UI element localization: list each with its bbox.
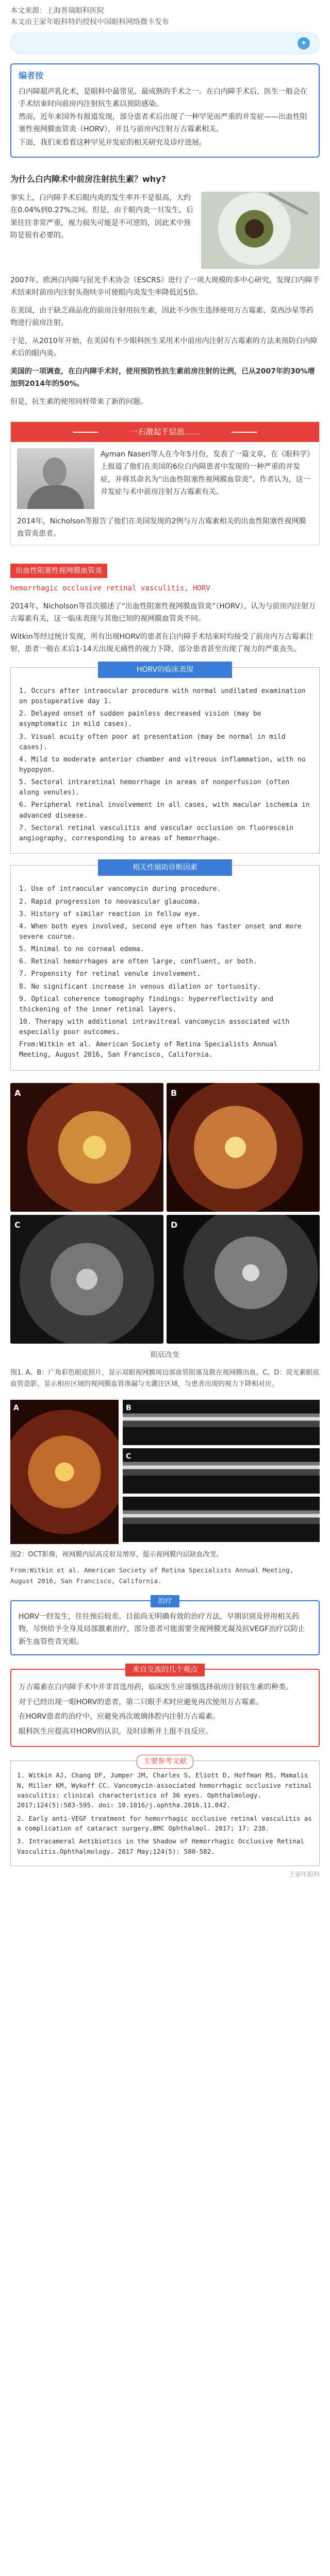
figure-label: A: [13, 1403, 19, 1412]
list-item: 7. Sectoral retinal vasculitis and vascular occlusion on fluorescein angiography, corresponding to areas of hemorrhage.: [19, 824, 294, 842]
list-item: 3. Visual acuity often poor at presentation (may be normal in mild cases).: [19, 733, 286, 751]
quote-card-title: 一石激起千层浪……: [130, 427, 200, 437]
fundus-photo-a: [10, 1083, 163, 1212]
author-portrait: [17, 448, 94, 509]
editor-note-para: 白内障超声乳化术，是眼科中最常见、最成熟的手术之一。在白内障手术后，医生一般会在手术结束时向前房内注射抗生素以预防感染。: [19, 87, 307, 108]
list-item: 10. Therapy with additional intravitreal vancomycin associated with especially poor outcomes.: [19, 1018, 290, 1037]
quote-extra: 2014年，Nicholson等报告了他们在美国发现的2例与万古霉素相关的出血性阻塞性视网膜血管炎患者。: [17, 517, 306, 538]
angiography-photo-c: [10, 1215, 163, 1344]
paragraph: 在美国，由于缺乏商品化的前房注射用抗生素，因此不少医生选择使用万古霉素、莫西沙星等药物进行前房注射。: [10, 306, 314, 328]
list-item: 4. Mild to moderate anterior chamber and vitreous inflammation, with no hypopyon.: [19, 755, 306, 774]
figure-caption: 图1. A、B：广角彩色眼底照片，显示双眼视网膜周边部血管阻塞及散在视网膜出血。C、D：荧光素眼底血管造影，显示相应区域的视网膜血管渗漏与无灌注区域，与患者出现的视力下降相对应。: [10, 1369, 320, 1388]
supporting-factors-list: [11, 880, 319, 1070]
conclusion-para: 眼科医生应提高对HORV的认识，及时诊断并上报不良反应。: [19, 1727, 213, 1736]
list-item: 2. Rapid progression to neovascular glaucoma.: [19, 897, 201, 906]
article-meta: [10, 5, 320, 28]
authorization-note: 本文由王家年眼科特约授权中国眼科网络微卡发布: [10, 18, 169, 27]
figure-title: 眼底改变: [151, 1350, 179, 1359]
reference-item: 2. Early anti-VEGF treatment for hemorrhagic occlusive retinal vasculitis as a complication of cataract surgery.BMC Ophthalmol. 2017; 17: 238.: [17, 1814, 312, 1833]
clinical-features-card: [10, 667, 320, 854]
figure-label: B: [126, 1403, 131, 1412]
oct-scan: [123, 1448, 320, 1494]
references-tag: 主要参考文献: [137, 1755, 193, 1769]
figure-label: A: [14, 1088, 21, 1098]
list-item: 3. History of similar reaction in fellow eye.: [19, 910, 201, 918]
intro-text: 事实上，白内障手术后眼内炎的发生率并不是很高，大约在0.04%到0.27%之间。但是，由于眼内炎一旦发生，后果往往非常严重，视力损失可能是不可逆的，因此术中预防是很有必要的。: [10, 193, 193, 240]
top-banner: [10, 32, 320, 54]
editor-note-para: 然而，近年来国外有报道发现，部分患者术后出现了一种罕见而严重的并发症——出血性阻塞性视网膜血管炎（HORV），并且与前房内注射万古霉素相关。: [19, 113, 307, 134]
oct-scan: [123, 1400, 320, 1445]
list-item: 2. Delayed onset of sudden painless decreased vision (may be asymptomatic in mild cases).: [19, 710, 261, 728]
editor-note-box: [10, 63, 320, 158]
conclusion-tag: 来自交流的几个观点: [125, 1664, 205, 1676]
list-item: 1. Use of intraocular vancomycin during procedure.: [19, 885, 221, 893]
oct-scan: [123, 1497, 320, 1542]
references-list: [17, 1770, 313, 1856]
fundus-photo-b: [167, 1083, 320, 1212]
list-item: 5. Minimal to no corneal edema.: [19, 945, 144, 954]
figure-label: C: [126, 1452, 131, 1461]
list-item: 1. Occurs after intraocular procedure with normal undilated examination on postoperative day 1.: [19, 687, 306, 706]
list-item: 8. No significant increase in venous dilation or tortuosity.: [19, 982, 261, 991]
conclusion-para: 万古霉素在白内障手术中并非首选用药，临床医生应谨慎选择前房注射抗生素的种类。: [19, 1683, 293, 1692]
supporting-factors-title: 相关性辅助诊断因素: [98, 859, 232, 876]
list-source: From:Witkin et al. American Society of Retina Specialists Annual Meeting, August 2016, San Francisco, California.: [19, 1041, 277, 1059]
clinical-features-title: HORV的临床表现: [98, 662, 232, 679]
treatment-tag: 治疗: [151, 1595, 179, 1608]
source-line: 本文来源：上海普瑞眼科医院: [10, 7, 104, 15]
clinical-features-list: [11, 682, 319, 853]
oct-stack: [123, 1400, 320, 1544]
oct-figure: [10, 1400, 320, 1544]
header-bar-left: [73, 432, 98, 433]
figure-caption: 图2：OCT影像，视网膜内层高反射及增厚，提示视网膜内层缺血改变。: [10, 1550, 223, 1558]
section-label: 出血性阻塞性视网膜血管炎: [10, 564, 107, 579]
quote-card-header: [11, 422, 319, 442]
treatment-box: [10, 1597, 320, 1656]
paragraph: Witkin等经过统计发现，所有出现HORV的患者在白内障手术结束时均接受了前房内万古霉素注射，患者一般在术后1-14天出现无痛性的视力下降，部分患者甚至出现了视力的严重丧失。: [10, 632, 314, 654]
references-box: [10, 1757, 320, 1866]
conclusion-para: 在HORV患者的治疗中，应避免再次玻璃体腔内注射万古霉素。: [19, 1713, 220, 1721]
editor-note-title: 编者按: [19, 70, 44, 80]
conclusion-para: 对于已经出现一眼HORV的患者，第二只眼手术时应避免再次使用万古霉素。: [19, 1698, 263, 1706]
conclusion-box: [10, 1666, 320, 1747]
list-item: 4. When both eyes involved, second eye often has faster onset and more severe course.: [19, 922, 302, 941]
fundus-photo: [10, 1400, 119, 1544]
figure-label: B: [171, 1088, 177, 1098]
list-item: 6. Peripheral retinal involvement in all cases, with macular ischemia in advanced disease.: [19, 801, 310, 820]
treatment-text: HORV一经发生，往往预后较差。目前尚无明确有效的治疗方法，早期识别及停用相关药物，尽快给予全身及局部激素治疗，部分患者可能需要全视网膜光凝及抗VEGF治疗以防止新生血管性青光眼。: [19, 1612, 305, 1646]
figure-label: D: [171, 1219, 178, 1230]
fundus-figure-grid: [10, 1083, 320, 1344]
quote-card-body: [11, 442, 319, 515]
list-item: 5. Sectoral intraretinal hemorrhage in areas of nonperfusion (often along venules).: [19, 778, 290, 797]
figure-source: From:Witkin et al. American Society of Retina Specialists Annual Meeting, August 2016, San Francisco, California.: [10, 1566, 294, 1585]
paragraph: 2007年，欧洲白内障与屈光手术协会（ESCRS）进行了一项大规模的多中心研究，发现白内障手术结束时前房内注射头孢呋辛可使眼内炎发生率降低近5倍。: [10, 276, 320, 297]
figure-label: C: [14, 1219, 21, 1230]
stat-paragraph: 美国的一项调查，在白内障手术时，使用预防性抗生素前房注射的比例，已从2007年的30%增加到2014年的50%。: [10, 367, 315, 388]
closing-paragraph: 但是，抗生素的使用同样带来了新的问题。: [10, 397, 147, 406]
list-item: 6. Retinal hemorrhages are often large, confluent, or both.: [19, 958, 257, 966]
list-item: 7. Propensity for retinal venule involvement.: [19, 970, 201, 978]
eye-injection-image: [201, 192, 320, 269]
angiography-photo-d: [167, 1215, 320, 1344]
quote-text: Ayman Naseri等人在今年5月份，发表了一篇文章，在《眼科学》上报道了他们在美国的6位白内障患者中发现的一种严重的并发症，并将其命名为“出血性阻塞性视网膜血管炎”。作者认为，这一并发症与术中前房注射万古霉素有关。: [101, 450, 310, 497]
supporting-factors-card: [10, 865, 320, 1071]
portrait-shoulders: [27, 485, 84, 509]
watermark: 王家年眼科: [288, 1871, 320, 1878]
horv-title: hemorrhagic occlusive retinal vasculitis, HORV: [10, 584, 210, 593]
article: [10, 0, 320, 1895]
reference-item: 3. Intracameral Antibiotics in the Shadow of Hemorrhagic Occlusive Retinal Vasculitis.Ophthalmology. 2017 May;124(5): 580-582.: [17, 1837, 304, 1855]
needle-shape: [268, 192, 309, 215]
quote-card: [10, 421, 320, 545]
section-question: 为什么白内障术中前房注射抗生素？why?: [10, 174, 166, 184]
reference-item: 1. Witkin AJ, Chang DF, Jumper JM, Charles S, Eliott D, Hoffman RS, Mamalis N, Miller KM, Wykoff CC. Vancomycin-associated hemorrhagic occlusive retinal vasculitis: clinical characteristics of 36 eyes. Ophthalmology. 2017;124(5):583-595. doi: 10.1016/j.ophtha.2016.11.042.: [17, 1771, 312, 1809]
paragraph: 2014年，Nicholson等首次描述了“出血性阻塞性视网膜血管炎”（HORV），认为与前房内注射万古霉素有关，这一临床表现与其他已知的视网膜血管炎不同。: [10, 602, 316, 623]
editor-note-para: 下面，我们来看看这种罕见并发症的相关研究及诊疗进展。: [19, 138, 206, 147]
intro-row: [10, 192, 320, 269]
portrait-head: [43, 457, 67, 486]
header-bar-right: [232, 432, 257, 433]
banner-icon: ✦: [298, 37, 310, 49]
paragraph: 于是，从2010年开始，在美国有不少眼科医生采用术中前房内注射万古霉素的方法来预防白内障术后的眼内炎。: [10, 336, 318, 358]
list-item: 9. Optical coherence tomography findings: hyperreflectivity and thickening of the inner retinal layers.: [19, 995, 274, 1013]
